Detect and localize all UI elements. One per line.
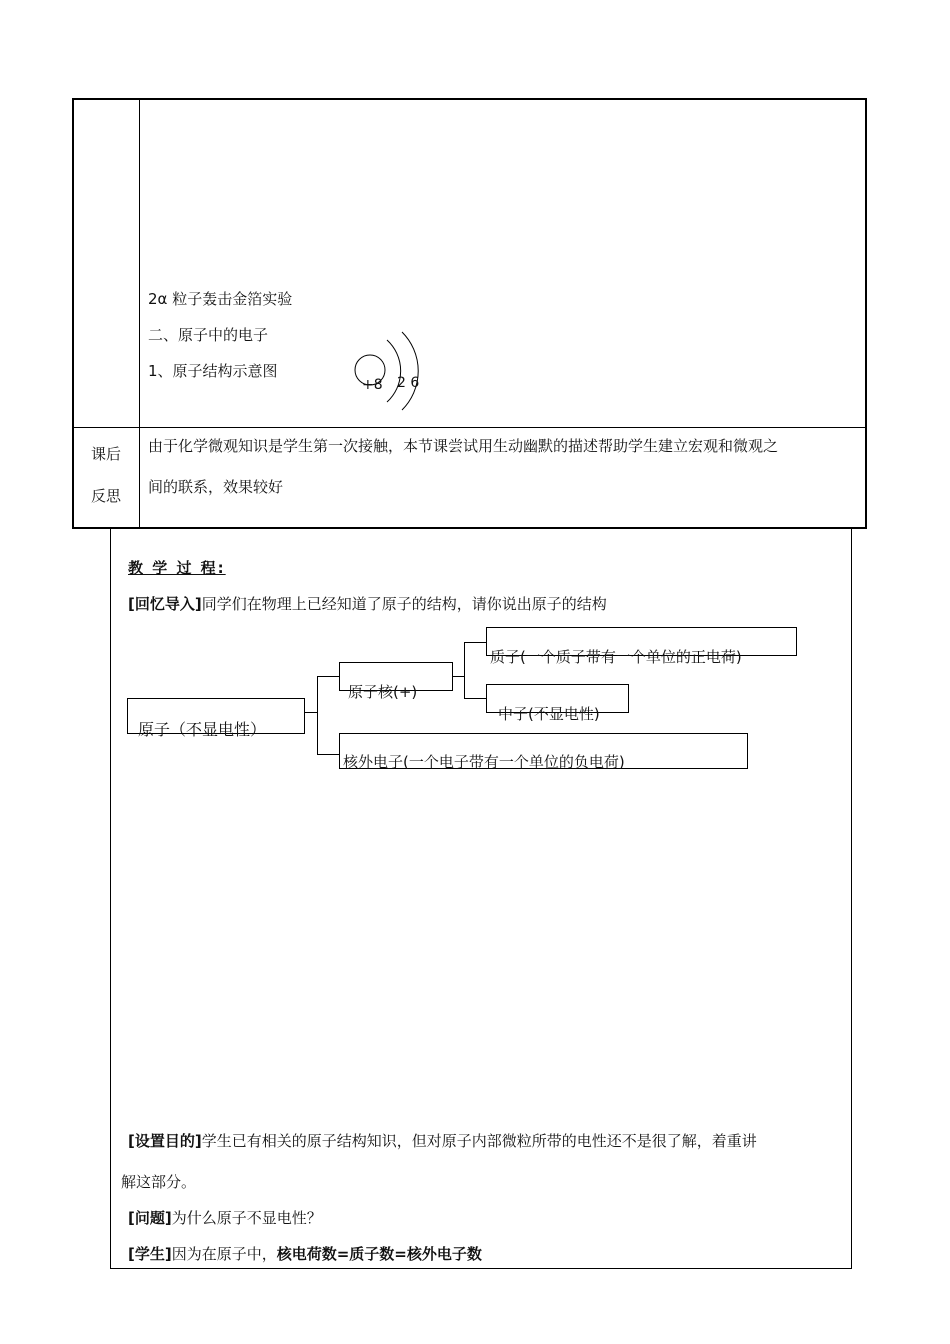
node-atom: 原子（不显电性） [138,720,267,739]
connector-to-proton [464,642,487,643]
purpose-tag: [设置目的] [128,1132,202,1150]
student-tag: [学生] [128,1245,172,1263]
node-electron: 核外电子(一个电子带有一个单位的负电荷) [343,753,625,771]
table-border-top [72,98,867,100]
table-row-divider [72,427,867,428]
table-border-left [72,98,74,529]
content-line-diagram-title: 1、原子结构示意图 [148,362,278,380]
node-neutron: 中子(不显电性) [498,705,600,723]
connector-to-neutron [464,698,487,699]
table-border-right [865,98,867,529]
node-nucleus: 原子核(+) [348,683,418,701]
reflection-label-2: 反思 [91,487,122,505]
question-tag: [问题] [128,1209,172,1227]
student-line [128,1245,482,1263]
node-proton: 质子(一个质子带有一个单位的正电荷) [490,648,742,666]
reflection-text-1: 由于化学微观知识是学生第一次接触，本节课尝试用生动幽默的描述帮助学生建立宏观和微观之 [148,437,779,455]
connector-atom-vertical [317,676,318,755]
purpose-line-2: 解这部分。 [121,1173,197,1191]
recall-text: 同学们在物理上已经知道了原子的结构，请你说出原子的结构 [201,595,607,613]
recall-tag: [回忆导入] [128,595,202,613]
reflection-label-1: 课后 [91,445,122,463]
purpose-line-1 [128,1132,757,1150]
connector-to-electron [317,754,340,755]
shell-electrons: 2 6 [397,375,420,391]
connector-to-nucleus [317,676,340,677]
process-heading: 教 学 过 程: [128,559,226,577]
question-text: 为什么原子不显电性？ [171,1209,322,1227]
student-answer: 核电荷数=质子数=核外电子数 [276,1245,482,1263]
reflection-text-2: 间的联系，效果较好 [148,478,284,496]
purpose-text: 学生已有相关的原子结构知识，但对原子内部微粒所带的电性还不是很了解，着重讲 [201,1132,757,1150]
nucleus-label: +8 [362,377,383,393]
question-line [128,1209,322,1227]
content-line-section: 二、原子中的电子 [148,326,269,344]
electron-shell-2 [402,332,418,410]
connector-nucleus-vertical [464,642,465,699]
table-column-divider [139,98,140,529]
content-line-experiment: 2α 粒子轰击金箔实验 [148,290,293,308]
atom-structure-diagram [340,318,440,418]
student-text: 因为在原子中， [171,1245,277,1263]
recall-line [128,595,607,613]
electron-shell-1 [387,340,401,402]
